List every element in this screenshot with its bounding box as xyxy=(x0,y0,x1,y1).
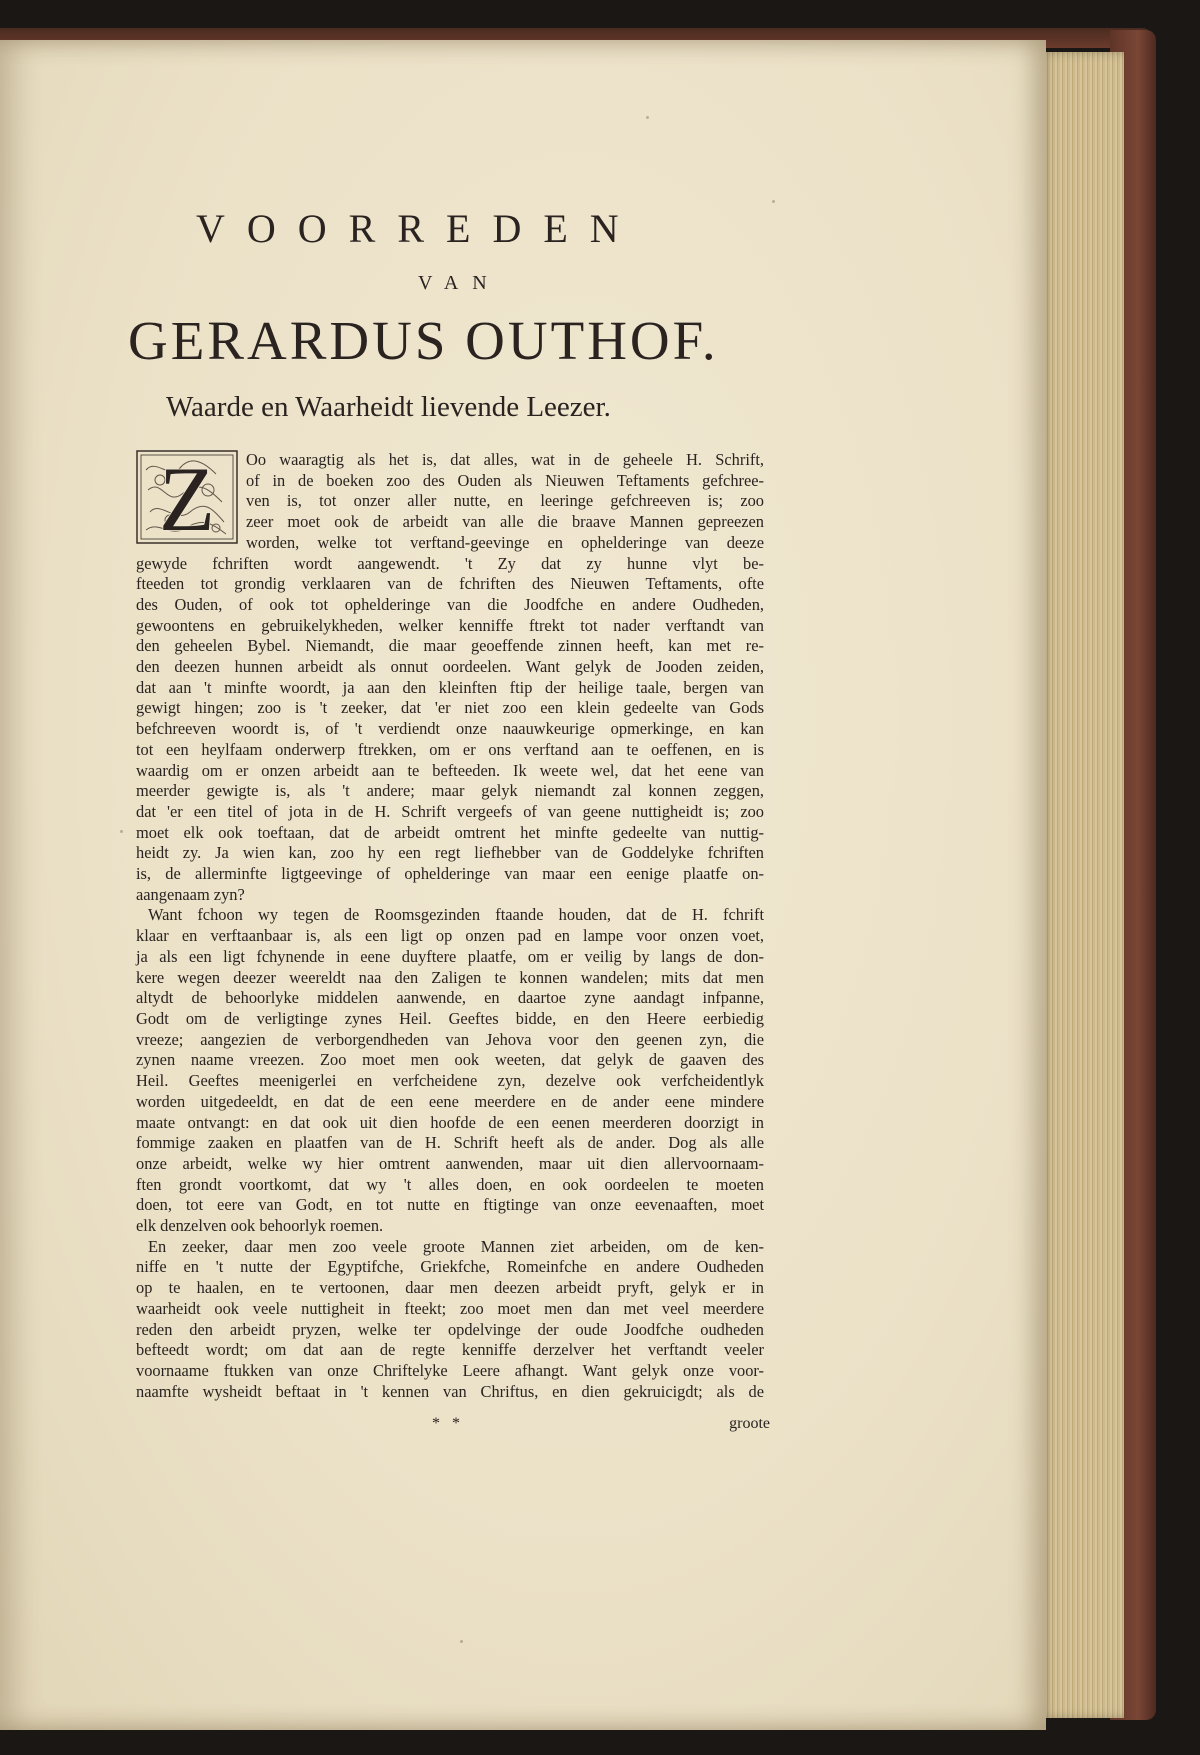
text-line: tot een heylfaam onderwerp ftrekken, om er ons verftand aan te oeffenen, en is xyxy=(136,739,764,759)
text-line: Heil. Geeftes meenigerlei en verfcheidene zyn, dezelve ook verfcheidentlyk xyxy=(136,1071,764,1091)
text-line: gewoontens en gebruikelykheden, welker kenniffe ftrekt tot nader verftandt van xyxy=(136,615,764,635)
text-line: des Ouden, of ook tot ophelderinge van die Joodfche en andere Oudheden, xyxy=(136,594,764,614)
text-line: is, de allerminfte ligtgeevinge of ophelderinge van maar een eenige plaatfe on- xyxy=(136,864,764,884)
text-line: dat 'er een titel of jota in de H. Schrift vergeefs of van geene nuttigheidt is; zoo xyxy=(136,801,764,821)
text-line: aangenaam zyn? xyxy=(136,884,245,904)
text-line: meerder gewigte is, als 't andere; maar gelyk niemandt zal konnen zeggen, xyxy=(136,781,764,801)
signature-mark: * * xyxy=(432,1415,464,1432)
text-line: gewyde fchriften wordt aangewendt. 't Zy dat zy hunne vlyt be- xyxy=(136,553,764,573)
text-line: waardig om er onzen arbeidt aan te befteeden. Ik weete wel, dat het eene van xyxy=(136,760,764,780)
text-line: maate ontvangt: en dat ook uit dien hoofde de een eenen meerderen doorzigt in xyxy=(136,1112,764,1132)
text-line: heidt zy. Ja wien kan, zoo hy een regt liefhebber van de Goddelyke fchriften xyxy=(136,843,764,863)
text-line: moet elk ook toeftaan, dat de arbeidt omtrent het minfte gedeelte van nuttig- xyxy=(136,822,764,842)
text-line: naamfte wysheidt beftaat in 't kennen van Chriftus, en dien gekruicigdt; als de xyxy=(136,1381,764,1401)
text-line: op te haalen, en te vertoonen, daar men deezen arbeidt pryft, gelyk er in xyxy=(136,1278,764,1298)
text-line: Oo waaragtig als het is, dat alles, wat in de geheele H. Schrift, xyxy=(246,450,764,469)
text-line: dat aan 't minfte woordt, ja aan den kleinften ftip der heilige taale, bergen van xyxy=(136,677,764,697)
text-line: Want fchoon wy tegen de Roomsgezinden ftaande houden, dat de H. fchrift xyxy=(148,905,764,925)
text-line: reden den arbeidt pryzen, welke ter opdelvinge der oude Joodfche oudheden xyxy=(136,1319,764,1339)
text-line: altydt de behoorlyke middelen aanwende, en daartoe zyne aandagt infpanne, xyxy=(136,988,764,1008)
text-line: niffe en 't nutte der Egyptifche, Griekfche, Romeinfche en andere Oudheden xyxy=(136,1257,764,1277)
text-line: worden uitgedeeldt, en dat de een eene meerdere en de ander eene mindere xyxy=(136,1091,764,1111)
text-line: ften grondt voortkomt, dat wy 't alles doen, en ook oordeelen te moeten xyxy=(136,1174,764,1194)
text-line: fteeden tot grondig verklaaren van de fchriften des Nieuwen Teftaments, ofte xyxy=(136,574,764,594)
text-line: den deezen hunnen arbeidt als onnut oordeelen. Want gelyk de Jooden zeiden, xyxy=(136,657,764,677)
text-line: kere wegen deezer weereldt naa den Zaligen te konnen wandelen; mits dat men xyxy=(136,967,764,987)
text-line: of in de boeken zoo des Ouden als Nieuwen Teftaments gefchree- xyxy=(246,470,764,490)
text-line: zynen naame vreezen. Zoo moet men ook weeten, dat gelyk de gaaven des xyxy=(136,1050,764,1070)
text-line: zeer moet ook de arbeidt van alle die braave Mannen gepreezen xyxy=(246,512,764,532)
text-line: En zeeker, daar men zoo veele groote Mannen ziet arbeiden, om de ken- xyxy=(148,1236,764,1256)
text-line: worden, welke tot verftand-geevinge en ophelderinge van deeze xyxy=(246,532,764,552)
salutation: Waarde en Waarheidt lievende Leezer. xyxy=(166,391,611,423)
text-line: befteedt wordt; om dat aan de regte kenniffe derzelver het verftandt veeler xyxy=(136,1340,764,1360)
text-line: vreeze; aangezien de verborgendheden van Jehova voor den geenen zyn, die xyxy=(136,1029,764,1049)
svg-text:Z: Z xyxy=(158,450,216,544)
title-voorreden: VOORREDEN xyxy=(196,206,641,251)
author-name: GERARDUS OUTHOF. xyxy=(128,310,719,371)
title-van: VAN xyxy=(418,272,501,294)
text-line: doen, tot eere van Godt, en tot nutte en ftigtinge van onze eevenaaften, moet xyxy=(136,1195,764,1215)
text-line: ven is, tot onzer aller nutte, en leeringe gefchreeven is; zoo xyxy=(246,491,764,511)
ornamental-drop-cap xyxy=(136,450,238,544)
text-line: waarheidt ook veele nuttigheit in fteekt; zoo moet men dan met veel meerdere xyxy=(136,1298,764,1318)
text-line: elk denzelven ook behoorlyk roemen. xyxy=(136,1216,384,1236)
text-line: klaar en verftaanbaar is, als een ligt op onzen pad en lampe voor onzen voet, xyxy=(136,926,764,946)
preface-body xyxy=(136,450,764,1402)
text-line: ja als een ligt fchynende in eene duyftere plaatfe, om er veilig by langs de don- xyxy=(136,946,764,966)
text-line: gewigt hingen; zoo is 't zeeker, dat 'er niet zoo een klein gedeelte van Gods xyxy=(136,698,764,718)
text-line: fommige zaaken en plaatfen van de H. Schrift heeft als de ander. Dog als alle xyxy=(136,1133,764,1153)
text-line: voornaame ftukken van onze Chriftelyke Leere afhangt. Want gelyk onze voor- xyxy=(136,1360,764,1380)
page-edges xyxy=(1040,52,1124,1718)
catchword: groote xyxy=(729,1415,770,1432)
text-line: den geheelen Bybel. Niemandt, die maar geoeffende zinnen heeft, kan met re- xyxy=(136,636,764,656)
page-footer xyxy=(136,1415,770,1435)
text-line: Godt om de verligtinge zynes Heil. Geeftes bidde, en den Heere eerbiedig xyxy=(136,1008,764,1028)
text-line: onze arbeidt, welke wy hier omtrent aanwenden, maar uit dien allervoornaam- xyxy=(136,1153,764,1173)
text-line: befchreeven woordt is, of 't verdiendt onze naauwkeurige opmerkinge, en kan xyxy=(136,719,764,739)
